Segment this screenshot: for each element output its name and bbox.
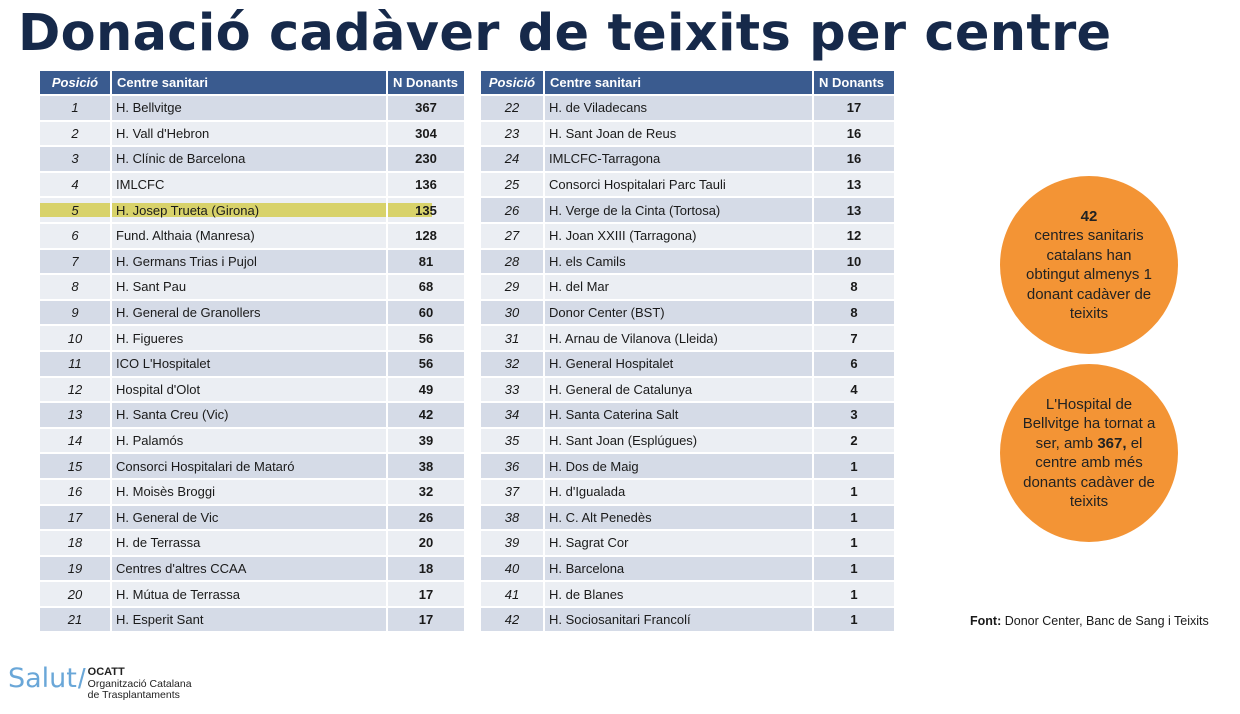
position-cell: 20: [40, 582, 112, 608]
position-cell: 36: [481, 454, 545, 480]
center-name-cell: H. els Camils: [545, 250, 814, 276]
header-position: Posició: [40, 71, 112, 96]
center-name-cell: H. Arnau de Vilanova (Lleida): [545, 326, 814, 352]
center-name-cell: H. Bellvitge: [112, 96, 388, 122]
position-cell: 41: [481, 582, 545, 608]
table-row: [481, 198, 896, 224]
center-name-cell: Fund. Althaia (Manresa): [112, 224, 388, 250]
position-cell: 26: [481, 198, 545, 224]
position-cell: 40: [481, 557, 545, 583]
page-title: Donació cadàver de teixits per centre: [18, 4, 1112, 63]
table-row: [40, 506, 466, 532]
donors-cell: 230: [388, 147, 466, 173]
center-name-cell: H. de Terrassa: [112, 531, 388, 557]
position-cell: 16: [40, 480, 112, 506]
table-row: [481, 301, 896, 327]
position-cell: 18: [40, 531, 112, 557]
position-cell: 34: [481, 403, 545, 429]
center-name-cell: Consorci Hospitalari de Mataró: [112, 454, 388, 480]
table-row: [481, 326, 896, 352]
position-cell: 1: [40, 96, 112, 122]
position-cell: 12: [40, 378, 112, 404]
position-cell: 15: [40, 454, 112, 480]
position-cell: 32: [481, 352, 545, 378]
position-cell: 23: [481, 122, 545, 148]
table-row: [481, 378, 896, 404]
table-row: [40, 480, 466, 506]
donors-cell: 1: [814, 480, 896, 506]
table-row: [40, 429, 466, 455]
donors-cell: 2: [814, 429, 896, 455]
center-name-cell: H. Palamós: [112, 429, 388, 455]
center-name-cell: ICO L'Hospitalet: [112, 352, 388, 378]
logo-line-2: de Trasplantaments: [87, 689, 180, 701]
center-name-cell: H. Sant Joan de Reus: [545, 122, 814, 148]
position-cell: 11: [40, 352, 112, 378]
table-row: [481, 147, 896, 173]
position-cell: 30: [481, 301, 545, 327]
donors-cell: 13: [814, 198, 896, 224]
donors-cell: 16: [814, 147, 896, 173]
center-name-cell: H. de Viladecans: [545, 96, 814, 122]
center-name-cell: H. d'Igualada: [545, 480, 814, 506]
center-name-cell: H. Moisès Broggi: [112, 480, 388, 506]
position-cell: 17: [40, 506, 112, 532]
position-cell: 42: [481, 608, 545, 634]
table-row: [481, 531, 896, 557]
table-row: [481, 275, 896, 301]
table-row: [40, 531, 466, 557]
position-cell: 28: [481, 250, 545, 276]
donors-cell: 26: [388, 506, 466, 532]
position-cell: 2: [40, 122, 112, 148]
table-row: [40, 250, 466, 276]
center-name-cell: H. Santa Caterina Salt: [545, 403, 814, 429]
table-row: [40, 224, 466, 250]
table-row: [481, 429, 896, 455]
center-name-cell: H. Germans Trias i Pujol: [112, 250, 388, 276]
table-row: [40, 147, 466, 173]
donors-cell: 136: [388, 173, 466, 199]
position-cell: 39: [481, 531, 545, 557]
table-row: [481, 557, 896, 583]
center-name-cell: Hospital d'Olot: [112, 378, 388, 404]
table-header-row: [481, 71, 896, 96]
position-cell: 13: [40, 403, 112, 429]
source-note: [970, 614, 1209, 628]
table-row: [481, 96, 896, 122]
donors-cell: 17: [388, 608, 466, 634]
donors-cell: 1: [814, 506, 896, 532]
donors-cell: 128: [388, 224, 466, 250]
center-name-cell: IMLCFC-Tarragona: [545, 147, 814, 173]
donors-cell: 42: [388, 403, 466, 429]
position-cell: 24: [481, 147, 545, 173]
position-cell: 3: [40, 147, 112, 173]
bellvitge-text-before: L'Hospital de Bellvitge ha tornat a ser, amb: [1022, 395, 1156, 452]
header-position: Posició: [481, 71, 545, 96]
ocatt-logo: [8, 664, 192, 702]
donors-cell: 367: [388, 96, 466, 122]
ranking-table-right: [481, 71, 896, 633]
donors-cell: 17: [814, 96, 896, 122]
donors-cell: 8: [814, 301, 896, 327]
donors-cell: 10: [814, 250, 896, 276]
center-name-cell: H. Sagrat Cor: [545, 531, 814, 557]
donors-cell: 16: [814, 122, 896, 148]
center-name-cell: H. Esperit Sant: [112, 608, 388, 634]
center-name-cell: H. Clínic de Barcelona: [112, 147, 388, 173]
summary-circle-bellvitge: [1000, 364, 1178, 542]
donors-cell: 32: [388, 480, 466, 506]
position-cell: 33: [481, 378, 545, 404]
center-name-cell: H. Sociosanitari Francolí: [545, 608, 814, 634]
table-row: [481, 608, 896, 634]
donors-cell: 8: [814, 275, 896, 301]
table-row: [481, 480, 896, 506]
table-row: [40, 275, 466, 301]
donors-cell: 6: [814, 352, 896, 378]
position-cell: 37: [481, 480, 545, 506]
donors-cell: 7: [814, 326, 896, 352]
logo-salut: Salut: [8, 663, 77, 694]
position-cell: 4: [40, 173, 112, 199]
table-row: [40, 96, 466, 122]
table-row: [481, 506, 896, 532]
table-row: [40, 378, 466, 404]
center-name-cell: H. Sant Pau: [112, 275, 388, 301]
summary-circle-centers: [1000, 176, 1178, 354]
table-row: [481, 122, 896, 148]
position-cell: 25: [481, 173, 545, 199]
position-cell: 31: [481, 326, 545, 352]
header-center: Centre sanitari: [545, 71, 814, 96]
center-name-cell: H. C. Alt Penedès: [545, 506, 814, 532]
table-row: [481, 352, 896, 378]
position-cell: 7: [40, 250, 112, 276]
centers-text: centres sanitaris catalans han obtingut almenys 1 donant cadàver de teixits: [1026, 227, 1152, 322]
table-row: [40, 557, 466, 583]
center-name-cell: H. de Blanes: [545, 582, 814, 608]
position-cell: 14: [40, 429, 112, 455]
position-cell: 8: [40, 275, 112, 301]
donors-cell: 13: [814, 173, 896, 199]
donors-cell: 39: [388, 429, 466, 455]
center-name-cell: H. Josep Trueta (Girona): [112, 198, 388, 224]
center-name-cell: H. Vall d'Hebron: [112, 122, 388, 148]
center-name-cell: H. Verge de la Cinta (Tortosa): [545, 198, 814, 224]
table-row: [40, 326, 466, 352]
donors-cell: 3: [814, 403, 896, 429]
logo-line-1: Organització Catalana: [87, 677, 192, 690]
donors-cell: 1: [814, 557, 896, 583]
bellvitge-count: 367,: [1097, 434, 1127, 452]
center-name-cell: H. General de Catalunya: [545, 378, 814, 404]
table-row: [481, 582, 896, 608]
table-row: [40, 403, 466, 429]
table-row: [40, 198, 466, 224]
source-label: Font:: [970, 614, 1002, 628]
center-name-cell: H. Joan XXIII (Tarragona): [545, 224, 814, 250]
position-cell: 9: [40, 301, 112, 327]
center-name-cell: H. General de Granollers: [112, 301, 388, 327]
table-row: [481, 250, 896, 276]
donors-cell: 12: [814, 224, 896, 250]
donors-cell: 18: [388, 557, 466, 583]
centers-count: 42: [1080, 207, 1098, 225]
donors-cell: 68: [388, 275, 466, 301]
table-row: [481, 403, 896, 429]
position-cell: 38: [481, 506, 545, 532]
table-row: [40, 173, 466, 199]
donors-cell: 1: [814, 454, 896, 480]
donors-cell: 81: [388, 250, 466, 276]
donors-cell: 1: [814, 531, 896, 557]
center-name-cell: H. General de Vic: [112, 506, 388, 532]
table-row: [481, 173, 896, 199]
table-row: [40, 608, 466, 634]
position-cell: 35: [481, 429, 545, 455]
header-center: Centre sanitari: [112, 71, 388, 96]
center-name-cell: Donor Center (BST): [545, 301, 814, 327]
position-cell: 19: [40, 557, 112, 583]
donors-cell: 4: [814, 378, 896, 404]
donors-cell: 38: [388, 454, 466, 480]
position-cell: 27: [481, 224, 545, 250]
table-row: [40, 301, 466, 327]
donors-cell: 135: [388, 198, 466, 224]
donors-cell: 304: [388, 122, 466, 148]
donors-cell: 56: [388, 326, 466, 352]
header-donors: N Donants: [814, 71, 896, 96]
donors-cell: 60: [388, 301, 466, 327]
center-name-cell: H. Santa Creu (Vic): [112, 403, 388, 429]
center-name-cell: Consorci Hospitalari Parc Tauli: [545, 173, 814, 199]
header-donors: N Donants: [388, 71, 466, 96]
donors-cell: 56: [388, 352, 466, 378]
position-cell: 5: [40, 198, 112, 224]
center-name-cell: H. Figueres: [112, 326, 388, 352]
position-cell: 10: [40, 326, 112, 352]
logo-text: [88, 667, 192, 702]
table-header-row: [40, 71, 466, 96]
center-name-cell: Centres d'altres CCAA: [112, 557, 388, 583]
table-body-right: [481, 96, 896, 633]
table-row: [40, 122, 466, 148]
bellvitge-text-after: el centre amb més donants cadàver de teixits: [1023, 434, 1155, 510]
center-name-cell: H. General Hospitalet: [545, 352, 814, 378]
center-name-cell: H. Dos de Maig: [545, 454, 814, 480]
donors-cell: 1: [814, 608, 896, 634]
position-cell: 6: [40, 224, 112, 250]
donors-cell: 20: [388, 531, 466, 557]
position-cell: 21: [40, 608, 112, 634]
center-name-cell: H. Barcelona: [545, 557, 814, 583]
center-name-cell: IMLCFC: [112, 173, 388, 199]
table-row: [40, 582, 466, 608]
table-row: [481, 224, 896, 250]
donors-cell: 1: [814, 582, 896, 608]
table-row: [40, 352, 466, 378]
center-name-cell: H. Mútua de Terrassa: [112, 582, 388, 608]
table-row: [40, 454, 466, 480]
ranking-table-left: [40, 71, 466, 633]
logo-slash: /: [77, 663, 86, 694]
table-row: [481, 454, 896, 480]
position-cell: 22: [481, 96, 545, 122]
donors-cell: 49: [388, 378, 466, 404]
center-name-cell: H. del Mar: [545, 275, 814, 301]
table-body-left: [40, 96, 466, 633]
source-text: Donor Center, Banc de Sang i Teixits: [1004, 614, 1209, 628]
position-cell: 29: [481, 275, 545, 301]
center-name-cell: H. Sant Joan (Esplúgues): [545, 429, 814, 455]
donors-cell: 17: [388, 582, 466, 608]
logo-acronym: OCATT: [87, 666, 125, 678]
